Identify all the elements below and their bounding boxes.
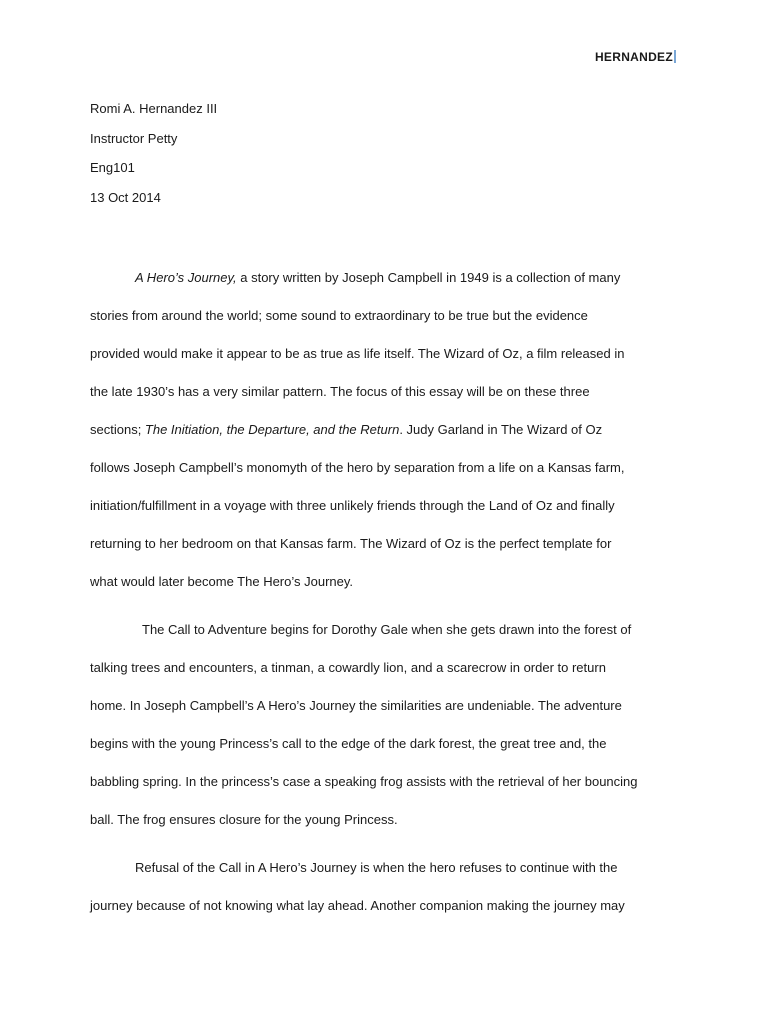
paragraph-line: A Hero’s Journey, a story written by Joseph Campbell in 1949 is a collection of many — [135, 270, 621, 285]
paragraph-gap — [90, 843, 675, 853]
paragraph-line: provided would make it appear to be as true as life itself. The Wizard of Oz, a film released in — [90, 346, 625, 361]
paragraph-line: the late 1930’s has a very similar pattern. The focus of this essay will be on these three — [90, 384, 590, 399]
book-title: A Hero’s Journey, — [135, 270, 237, 285]
essay-date: 13 Oct 2014 — [90, 189, 161, 205]
paragraph-line: stories from around the world; some sound to extraordinary to be true but the evidence — [90, 308, 588, 323]
instructor-name: Instructor Petty — [90, 130, 178, 146]
section-titles: The Initiation, the Departure, and the Return — [144, 422, 400, 437]
essay-body — [90, 263, 675, 929]
paragraph-line: ball. The frog ensures closure for the young Princess. — [90, 812, 398, 827]
paragraph-line: follows Joseph Campbell’s monomyth of the hero by separation from a life on a Kansas farm, — [90, 460, 625, 475]
cursor-bar — [674, 50, 676, 63]
paragraph-line: Refusal of the Call in A Hero’s Journey is when the hero refuses to continue with the — [135, 860, 618, 875]
paragraph-line: what would later become The Hero’s Journey. — [90, 574, 354, 589]
paragraph-line: sections; The Initiation, the Departure, and the Return. Judy Garland in The Wizard of Oz — [90, 422, 603, 437]
running-head-surname: HERNANDEZ — [594, 50, 673, 64]
paragraph-line: home. In Joseph Campbell’s A Hero’s Journey the similarities are undeniable. The adventure — [90, 698, 622, 713]
course-name: Eng101 — [90, 160, 135, 175]
paragraph-1 — [90, 263, 675, 605]
paragraph-line: babbling spring. In the princess’s case a speaking frog assists with the retrieval of her bouncing — [90, 774, 638, 789]
paragraph-gap — [90, 605, 675, 615]
paragraph-line: The Call to Adventure begins for Dorothy Gale when she gets drawn into the forest of — [142, 622, 632, 637]
paragraph-2 — [90, 615, 675, 843]
paragraph-line: talking trees and encounters, a tinman, a cowardly lion, and a scarecrow in order to return — [90, 660, 606, 675]
paragraph-line: journey because of not knowing what lay ahead. Another companion making the journey may — [90, 898, 625, 913]
paragraph-line: begins with the young Princess’s call to the edge of the dark forest, the great tree and, the — [90, 736, 607, 751]
paragraph-line: initiation/fulfillment in a voyage with three unlikely friends through the Land of Oz and finally — [90, 498, 615, 513]
paragraph-line: returning to her bedroom on that Kansas farm. The Wizard of Oz is the perfect template for — [90, 536, 612, 551]
mla-heading — [90, 94, 690, 212]
paragraph-3 — [90, 853, 675, 929]
author-name: Romi A. Hernandez III — [90, 101, 218, 116]
running-header — [595, 50, 676, 64]
